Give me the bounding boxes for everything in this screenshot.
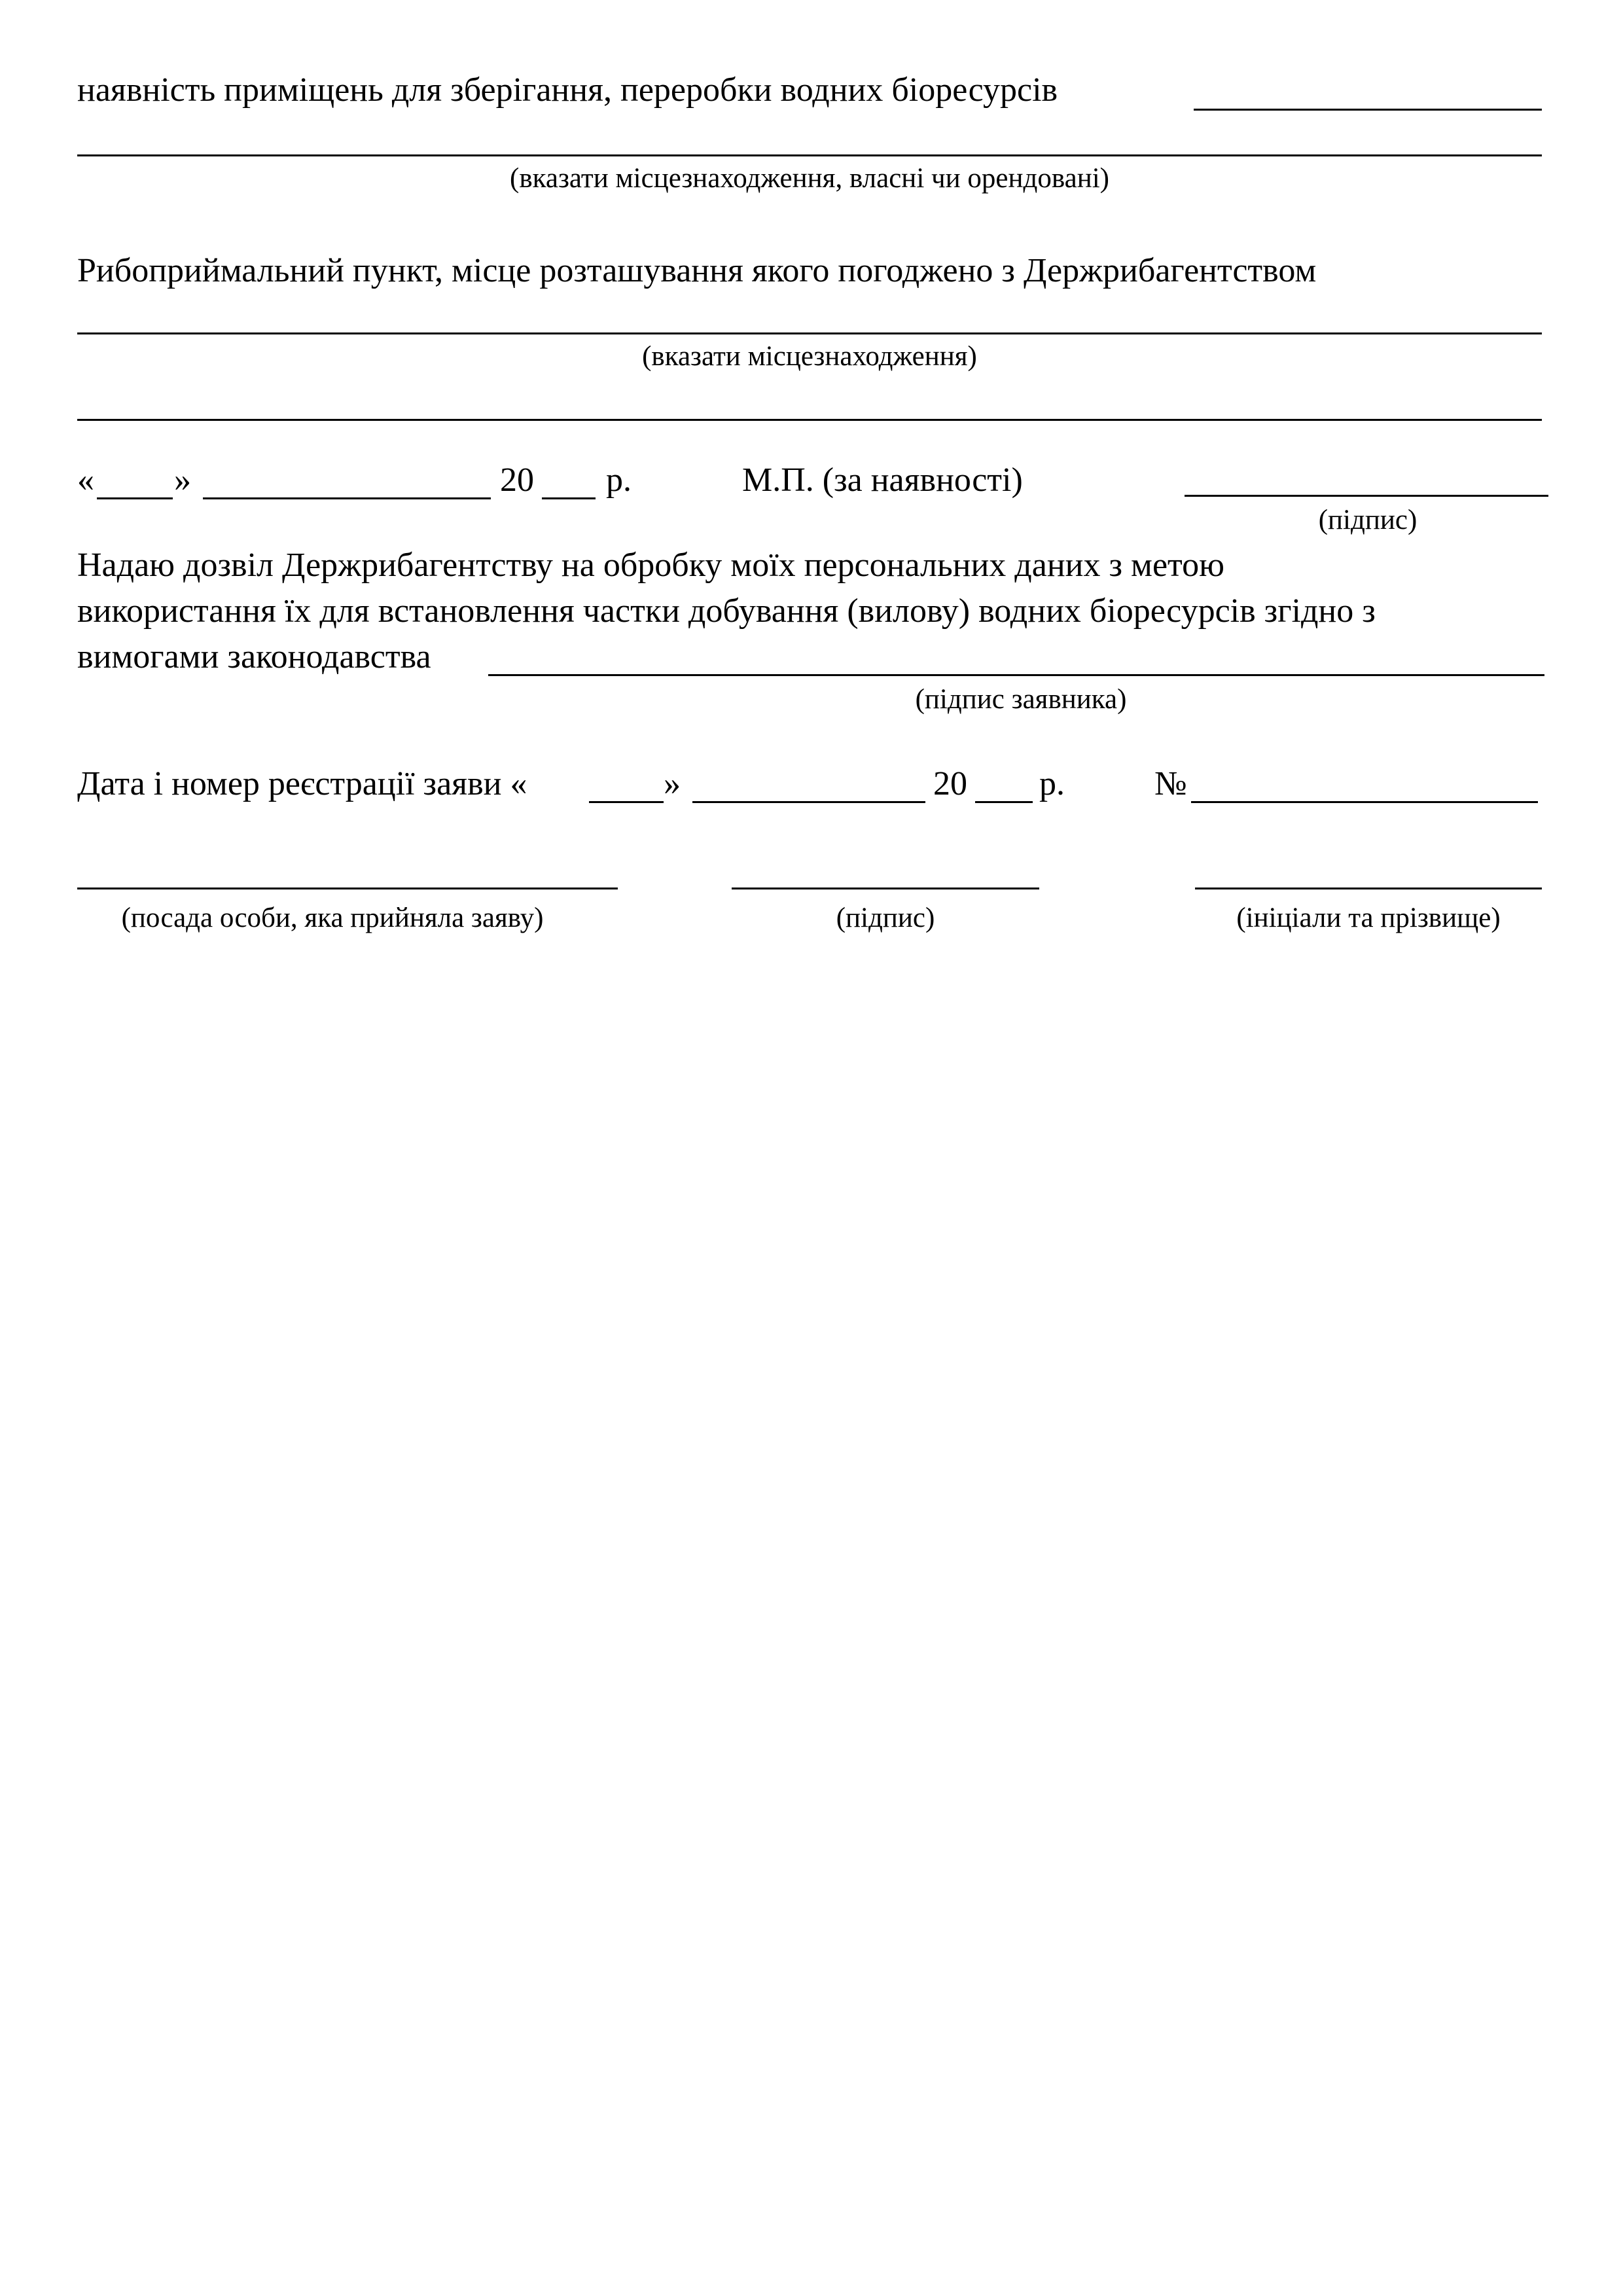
storage-input-line[interactable] [1194, 109, 1542, 111]
name-caption: (ініціали та прізвище) [1236, 903, 1501, 933]
registration-number-sign: № [1154, 765, 1187, 802]
fish-point-label: Рибоприймальний пункт, місце розташування якого погоджено з Держрибагентством [77, 252, 1317, 289]
fish-point-location-line[interactable] [77, 332, 1542, 334]
consent-line-1: Надаю дозвіл Держрибагентству на обробку моїх персональних даних з метою [77, 547, 1224, 584]
position-caption: (посада особи, яка прийняла заяву) [121, 903, 544, 933]
name-line[interactable] [1195, 888, 1542, 889]
registration-year-suffix: р. [1039, 765, 1065, 802]
registration-year-prefix: 20 [933, 765, 967, 802]
registration-year-line[interactable] [975, 801, 1033, 803]
date-day-line[interactable] [97, 497, 173, 499]
date-year-line[interactable] [542, 497, 596, 499]
footer-signature-caption: (підпис) [836, 903, 935, 933]
applicant-signature-line[interactable] [488, 674, 1544, 676]
consent-line-3: вимогами законодавства [77, 638, 431, 675]
storage-label: наявність приміщень для зберігання, переробки водних біоресурсів [77, 71, 1058, 109]
fish-point-extra-line[interactable] [77, 419, 1542, 421]
footer-signature-line[interactable] [732, 888, 1039, 889]
signature-line[interactable] [1185, 495, 1548, 497]
registration-month-line[interactable] [692, 801, 925, 803]
consent-line-2: використання їх для встановлення частки добування (вилову) водних біоресурсів згідно з [77, 592, 1376, 630]
date-close-quote: » [174, 461, 191, 499]
storage-location-line[interactable] [77, 154, 1542, 156]
registration-label: Дата і номер реєстрації заяви « [77, 765, 527, 802]
signature-caption: (підпис) [1318, 505, 1418, 535]
date-month-line[interactable] [203, 497, 491, 499]
stamp-label: М.П. (за наявності) [742, 461, 1023, 499]
position-line[interactable] [77, 888, 618, 889]
date-year-suffix: р. [606, 461, 632, 499]
date-year-prefix: 20 [500, 461, 534, 499]
date-open-quote: « [77, 461, 94, 499]
registration-close-quote: » [664, 765, 681, 802]
fish-point-caption: (вказати місцезнаходження) [642, 341, 977, 372]
registration-day-line[interactable] [589, 801, 664, 803]
applicant-signature-caption: (підпис заявника) [915, 684, 1127, 715]
storage-caption: (вказати місцезнаходження, власні чи орендовані) [510, 163, 1109, 194]
registration-number-line[interactable] [1191, 801, 1538, 803]
